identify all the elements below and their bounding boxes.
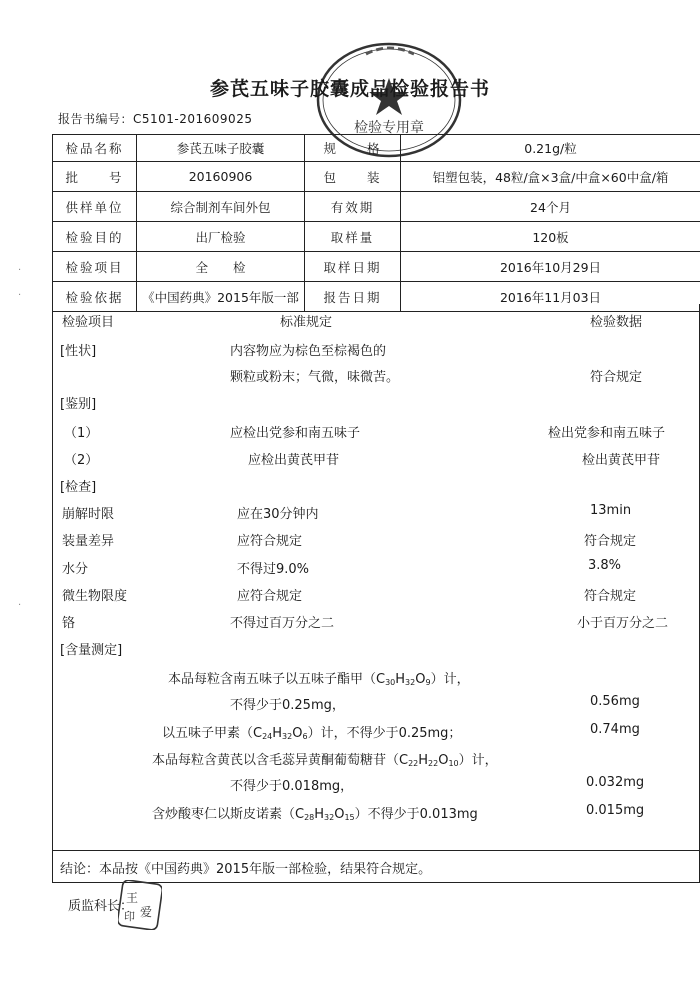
header-label-cell: 检验项目 bbox=[53, 252, 137, 282]
scan-edge-mark: · bbox=[18, 600, 22, 611]
svg-text:印: 印 bbox=[124, 910, 135, 923]
svg-text:检验专用章: 检验专用章 bbox=[354, 120, 424, 136]
insp-4-item: 微生物限度 bbox=[62, 589, 128, 604]
header-label-cell: 规 格 bbox=[305, 135, 401, 162]
report-number: 报告书编号：C5101-201609025 bbox=[58, 112, 253, 126]
header-value-cell: 铝塑包装，48粒/盒×3盒/中盒×60中盒/箱 bbox=[401, 162, 700, 192]
header-label-cell: 包 装 bbox=[305, 162, 401, 192]
insp-2-item: 装量差异 bbox=[62, 534, 115, 549]
header-row bbox=[53, 162, 700, 192]
document-title: 参芪五味子胶囊成品检验报告书 bbox=[209, 78, 490, 100]
insp-1-result: 13min bbox=[590, 503, 632, 518]
header-label-cell: 取样日期 bbox=[305, 252, 401, 282]
ident-2-standard: 应检出黄芪甲苷 bbox=[248, 453, 340, 468]
header-value-cell: 综合制剂车间外包 bbox=[137, 192, 305, 222]
svg-text:王: 王 bbox=[126, 891, 139, 905]
header-value-cell: 20160906 bbox=[137, 162, 305, 192]
ident-1-standard: 应检出党参和南五味子 bbox=[230, 426, 361, 441]
assay-result-3: 0.032mg bbox=[586, 775, 645, 790]
section-character: [性状] bbox=[60, 344, 97, 359]
section-inspection: [检查] bbox=[60, 480, 97, 495]
assay-line-4: 本品每粒含黄芪以含毛蕊异黄酮葡萄糖苷$(C_{22}H_{22}O_{10})$计， bbox=[152, 753, 498, 768]
ident-1-result: 检出党参和南五味子 bbox=[548, 426, 666, 441]
header-value-cell: 0.21g/粒 bbox=[401, 135, 700, 162]
header-label-cell: 有效期 bbox=[305, 192, 401, 222]
assay-result-1: 0.56mg bbox=[590, 694, 640, 709]
assay-line-5: 不得少于0.018mg， bbox=[230, 779, 354, 794]
ident-2-result: 检出黄芪甲苷 bbox=[582, 453, 661, 468]
header-label-cell: 检品名称 bbox=[53, 135, 137, 162]
header-row bbox=[53, 222, 700, 252]
header-label-cell: 供样单位 bbox=[53, 192, 137, 222]
col-item-heading: 检验项目 bbox=[62, 315, 115, 330]
conclusion-divider bbox=[52, 850, 700, 851]
ident-2-item: （2） bbox=[64, 453, 99, 468]
header-row bbox=[53, 192, 700, 222]
assay-result-2: 0.74mg bbox=[590, 722, 640, 737]
qc-manager-label: 质监科长： bbox=[68, 899, 134, 914]
header-label-cell: 报告日期 bbox=[305, 282, 401, 312]
header-value-cell: 参芪五味子胶囊 bbox=[137, 135, 305, 162]
insp-3-result: 3.8% bbox=[588, 558, 622, 573]
conclusion: 结论：本品按《中国药典》2015年版一部检验，结果符合规定。 bbox=[60, 862, 432, 877]
insp-1-standard: 应在30分钟内 bbox=[237, 507, 319, 522]
header-label-cell: 批 号 bbox=[53, 162, 137, 192]
assay-line-1: 本品每粒含南五味子以五味子酯甲$(C_{30}H_{32}O_9)$计， bbox=[168, 672, 470, 687]
header-row bbox=[53, 252, 700, 282]
insp-4-result: 符合规定 bbox=[584, 589, 637, 604]
scan-edge-mark: · bbox=[18, 265, 22, 276]
header-value-cell: 2016年11月03日 bbox=[401, 282, 700, 312]
assay-line-2: 不得少于0.25mg， bbox=[230, 698, 345, 713]
header-value-cell: 24个月 bbox=[401, 192, 700, 222]
insp-4-standard: 应符合规定 bbox=[237, 589, 303, 604]
header-label-cell: 检验目的 bbox=[53, 222, 137, 252]
svg-text:爱: 爱 bbox=[140, 905, 153, 919]
header-row bbox=[53, 135, 700, 162]
col-result-heading: 检验数据 bbox=[590, 315, 643, 330]
header-value-cell: 全 检 bbox=[137, 252, 305, 282]
character-standard-2: 颗粒或粉末；气微，味微苦。 bbox=[230, 370, 400, 385]
header-value-cell: 2016年10月29日 bbox=[401, 252, 700, 282]
header-label-cell: 检验依据 bbox=[53, 282, 137, 312]
signature-seal-stamp bbox=[118, 880, 162, 930]
header-value-cell: 《中国药典》2015年版一部 bbox=[137, 282, 305, 312]
character-result: 符合规定 bbox=[590, 370, 643, 385]
insp-3-standard: 不得过9.0% bbox=[237, 562, 310, 577]
ident-1-item: （1） bbox=[64, 426, 99, 441]
assay-line-3: 以五味子甲素$(C_{24}H_{32}O_6)$计，不得少于0.25mg； bbox=[162, 726, 462, 741]
assay-result-4: 0.015mg bbox=[586, 803, 645, 818]
assay-line-6: 含炒酸枣仁以斯皮诺素$(C_{28}H_{32}O_{15})$不得少于0.013mg bbox=[152, 807, 478, 822]
header-table bbox=[52, 134, 700, 312]
insp-5-item: 铬 bbox=[62, 616, 76, 631]
insp-5-standard: 不得过百万分之二 bbox=[230, 616, 335, 631]
insp-5-result: 小于百万分之二 bbox=[577, 616, 669, 631]
insp-1-item: 崩解时限 bbox=[62, 507, 115, 522]
character-standard-1: 内容物应为棕色至棕褐色的 bbox=[230, 344, 387, 359]
scan-edge-mark: · bbox=[18, 290, 22, 301]
insp-2-standard: 应符合规定 bbox=[237, 534, 303, 549]
section-assay: [含量测定] bbox=[60, 643, 123, 658]
header-label-cell: 取样量 bbox=[305, 222, 401, 252]
insp-2-result: 符合规定 bbox=[584, 534, 637, 549]
col-standard-heading: 标准规定 bbox=[280, 315, 333, 330]
header-value-cell: 出厂检验 bbox=[137, 222, 305, 252]
section-identification: [鉴别] bbox=[60, 397, 97, 412]
header-value-cell: 120板 bbox=[401, 222, 700, 252]
insp-3-item: 水分 bbox=[62, 562, 89, 577]
